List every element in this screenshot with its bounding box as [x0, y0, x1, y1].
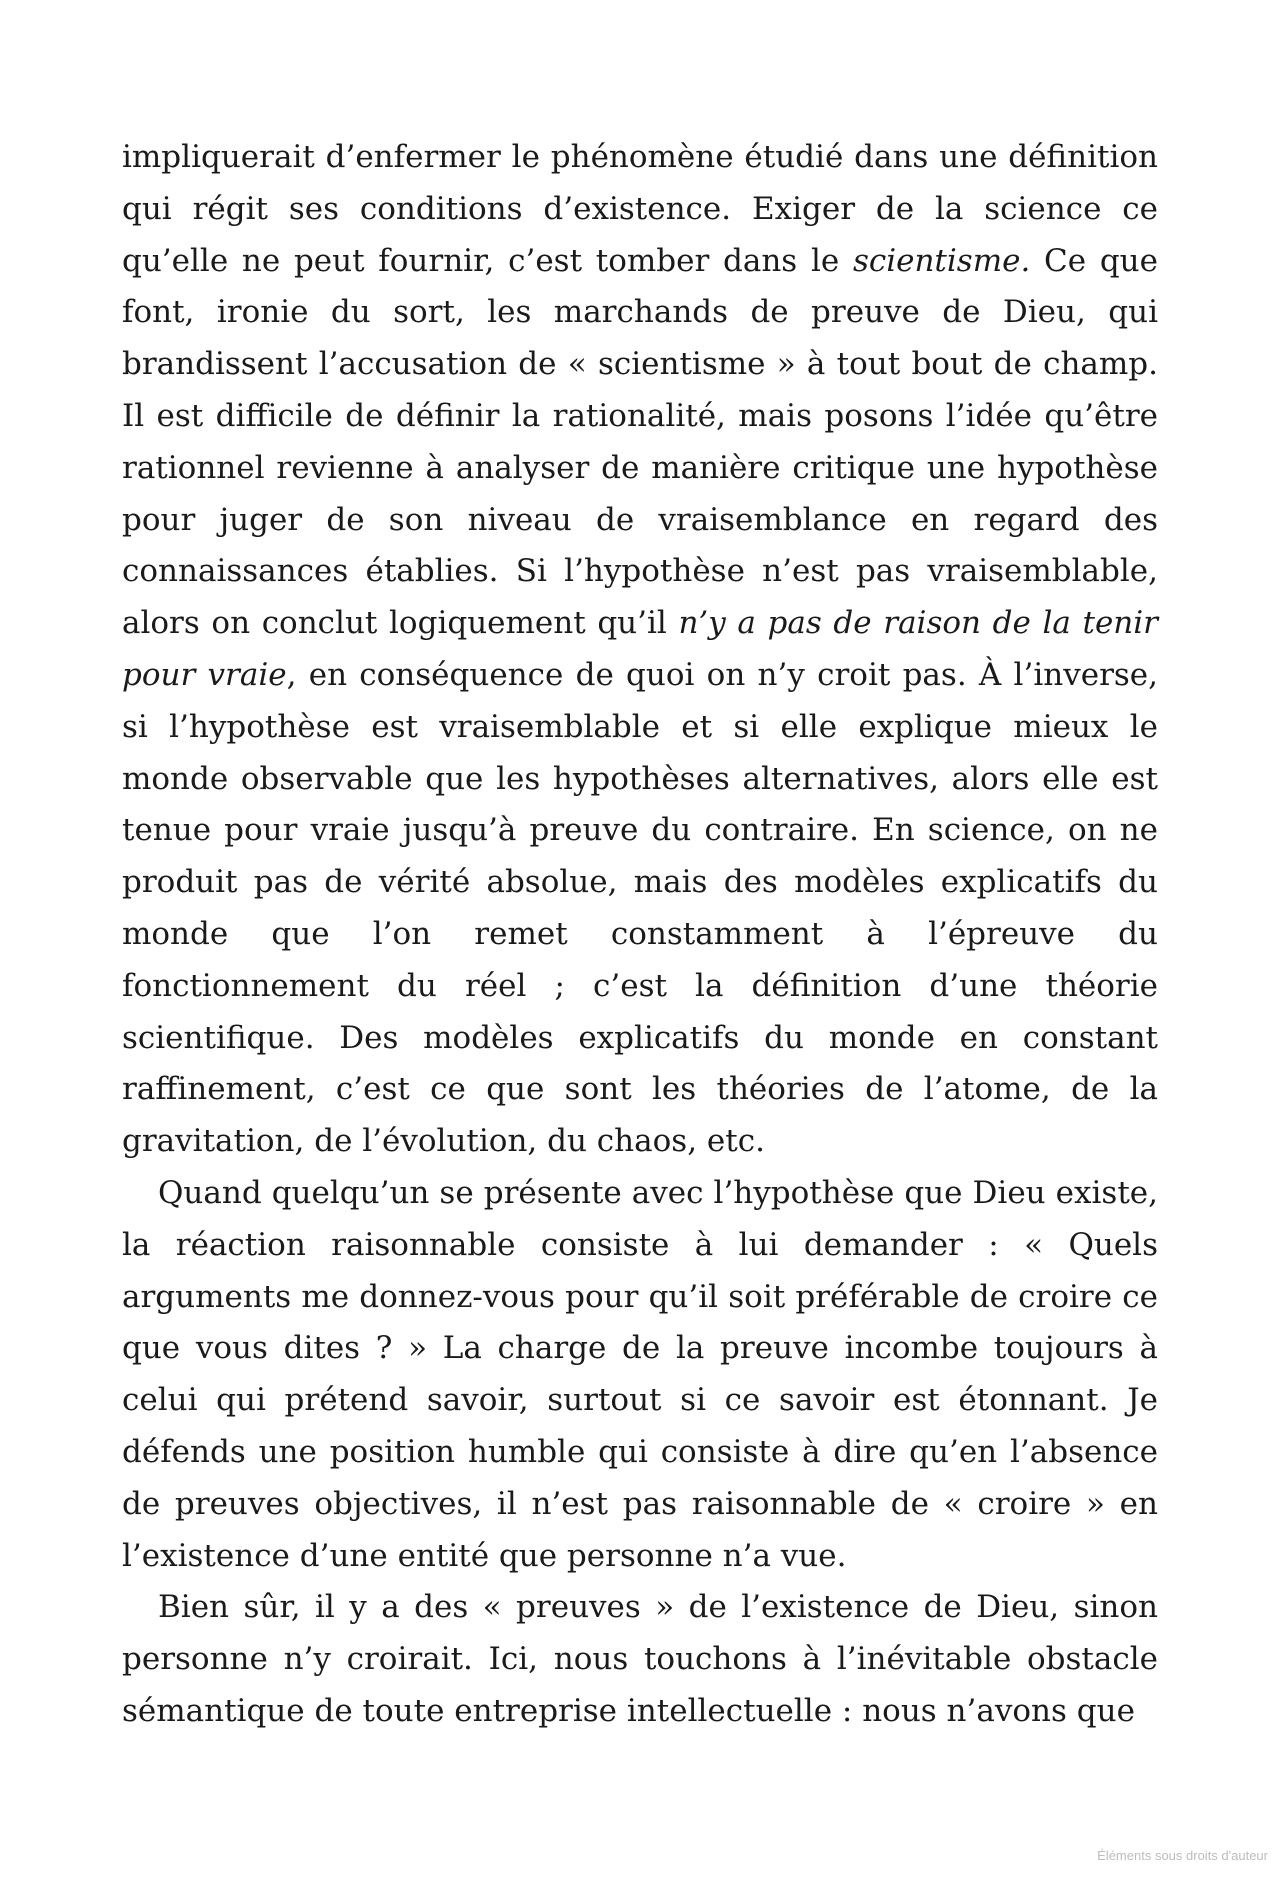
text-segment: Ce que font, ironie du sort, les marchands de preuve de Dieu, qui brandissent l’accusation de « scientisme » à tout bout de champ. Il est difficile de définir la rationalité, mais posons l’idée qu’être rationnel revienne à analyser de manière critique une hypothèse pour juger de son niveau de vraisemblance en regard des connaissances établies. Si l’hypothèse n’est pas vraisemblable, alors on conclut logiquement qu’il [122, 242, 1158, 642]
text-segment: , en conséquence de quoi on n’y croit pas. À l’inverse, si l’hypothèse est vraisemblable et si elle explique mieux le monde observable que les hypothèses alternatives, alors elle est tenue pour vraie jusqu’à preuve du contraire. En science, on ne produit pas de vérité absolue, mais des modèles explicatifs du monde que l’on remet constamment à l’épreuve du fonctionnement du réel ; c’est la définition d’une théorie scientifique. Des modèles explicatifs du monde en constant raffinement, c’est ce que sont les théories de l’atome, de la gravitation, de l’évolution, du chaos, etc. [122, 656, 1158, 1160]
page-body [122, 132, 1158, 1738]
paragraph-1 [122, 132, 1158, 1168]
emphasis-segment: scientisme. [852, 242, 1031, 279]
copyright-watermark: Éléments sous droits d'auteur [1097, 1848, 1268, 1863]
text-segment: Bien sûr, il y a des « preuves » de l’existence de Dieu, sinon personne n’y croirait. Ici, nous touchons à l’inévitable obstacle sémantique de toute entreprise intellectuelle : nous n’avons que [122, 1589, 1158, 1729]
paragraph-3 [122, 1582, 1158, 1737]
paragraph-2 [122, 1168, 1158, 1582]
text-segment: impliquerait d’enfermer le phénomène étudié dans une définition qui régit ses conditions d’existence. Exiger de la science ce qu’elle ne peut fournir, c’est tomber dans le [122, 139, 1158, 279]
text-segment: Quand quelqu’un se présente avec l’hypothèse que Dieu existe, la réaction raisonnable consiste à lui demander : « Quels arguments me donnez-vous pour qu’il soit préférable de croire ce que vous dites ? » La charge de la preuve incombe toujours à celui qui prétend savoir, surtout si ce savoir est étonnant. Je défends une position humble qui consiste à dire qu’en l’absence de preuves objectives, il n’est pas raisonnable de « croire » en l’existence d’une entité que personne n’a vue. [122, 1174, 1158, 1574]
emphasis-segment: n’y a pas de raison de la tenir pour vraie [122, 605, 1158, 693]
